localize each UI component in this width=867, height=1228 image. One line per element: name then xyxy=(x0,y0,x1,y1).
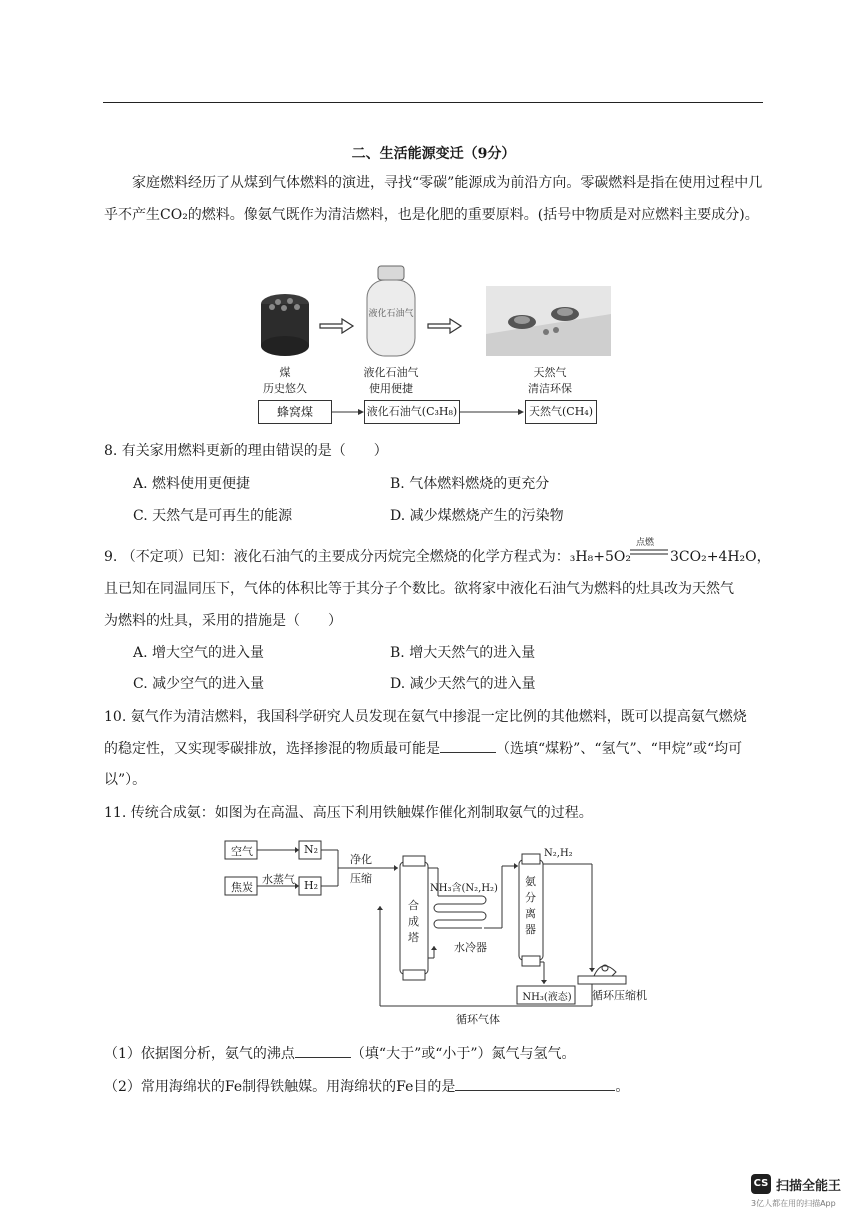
q9-option-c: C. 减少空气的进入量 xyxy=(133,676,265,692)
gas-caption: 天然气 清洁环保 xyxy=(528,366,572,395)
q8-option-d: D. 减少煤燃烧产生的污染物 xyxy=(390,508,564,524)
recycle-compressor-label: 循环压缩机 xyxy=(592,989,647,1002)
recycle-gas-label: 循环气体 xyxy=(456,1013,500,1026)
n2h2-top-label: N₂,H₂ xyxy=(544,848,573,859)
cooler-label: 水冷器 xyxy=(454,941,487,954)
box-lpg: 液化石油气(C₃H₈) xyxy=(364,400,460,424)
nh3-mix-label: NH₃含(N₂,H₂) xyxy=(430,883,498,894)
box-natural-gas: 天然气(CH₄) xyxy=(525,400,597,424)
air-label: 空气 xyxy=(231,845,253,858)
q9-option-b: B. 增大天然气的进入量 xyxy=(390,645,536,661)
q11-sub2: （2）常用海绵状的Fe制得铁触媒。用海绵状的Fe目的是 。 xyxy=(104,1079,630,1095)
q10-line1: 10. 氨气作为清洁燃料，我国科学研究人员发现在氨气中掺混一定比例的其他燃料，既可以提高氨气燃烧 xyxy=(104,709,747,725)
tower-label: 合成塔 xyxy=(408,899,419,944)
q9-condition: 点燃 xyxy=(636,538,655,548)
h2-label: H₂ xyxy=(303,879,318,892)
q9-equals-sign xyxy=(630,548,668,556)
q10-line3: 以”）。 xyxy=(104,772,147,788)
scanner-tagline: 3亿人都在用的扫描App xyxy=(751,1199,836,1208)
q10-answer-blank[interactable] xyxy=(440,752,496,753)
q8-stem: 8. 有关家用燃料更新的理由错误的是（ ） xyxy=(104,443,388,459)
q9-line2: 且已知在同温同压下，气体的体积比等于其分子个数比。欲将家中液化石油气为燃料的灶具改为天然气 xyxy=(104,581,734,597)
scanner-name: 扫描全能王 xyxy=(776,1179,842,1194)
q8-option-b: B. 气体燃料燃烧的更充分 xyxy=(390,476,550,492)
coal-caption: 煤 历史悠久 xyxy=(263,366,307,395)
q9-products: 3CO₂+4H₂O， xyxy=(670,549,771,565)
header-rule xyxy=(103,102,763,103)
compress-label: 压缩 xyxy=(350,872,372,885)
q9-option-d: D. 减少天然气的进入量 xyxy=(390,676,536,692)
tank-label: 液化石油气 xyxy=(368,309,414,319)
separator-label: 氨分离器 xyxy=(525,875,536,936)
section-title: 二、生活能源变迁（9分） xyxy=(351,146,516,162)
q10-line2: 的稳定性，又实现零碳排放，选择掺混的物质最可能是 （选填“煤粉”、“氢气”、“甲烷”或“均可 xyxy=(104,741,743,757)
q11-sub1-blank[interactable] xyxy=(295,1057,351,1058)
lpg-caption: 液化石油气 使用便捷 xyxy=(363,366,419,395)
ammonia-process-figure xyxy=(222,836,658,1028)
q9-line3: 为燃料的灶具，采用的措施是（ ） xyxy=(104,613,342,629)
q8-option-a: A. 燃料使用更便捷 xyxy=(133,476,251,492)
q11-stem: 11. 传统合成氨：如图为在高温、高压下利用铁触媒作催化剂制取氨气的过程。 xyxy=(104,805,593,821)
q9-option-a: A. 增大空气的进入量 xyxy=(133,645,265,661)
q8-option-c: C. 天然气是可再生的能源 xyxy=(133,508,293,524)
steam-label: 水蒸气 xyxy=(262,873,295,886)
q11-sub2-blank[interactable] xyxy=(455,1090,615,1091)
fuel-evolution-figure xyxy=(250,264,620,432)
q11-sub1: （1）依据图分析，氨气的沸点 （填“大于”或“小于”）氮气与氢气。 xyxy=(104,1046,576,1062)
cs-logo-icon: CS xyxy=(751,1174,771,1194)
coal-briquette-image xyxy=(261,294,309,356)
scanner-watermark xyxy=(751,1174,861,1218)
intro-paragraph: 家庭燃料经历了从煤到气体燃料的演进，寻找“零碳”能源成为前沿方向。零碳燃料是指在使用过程中几乎不产生CO₂的燃料。像氨气既作为清洁燃料，也是化肥的重要原料。(括号中物质是对应燃料主要成分)。 xyxy=(104,175,763,223)
lpg-cylinder-image xyxy=(367,266,415,356)
box-coal: 蜂窝煤 xyxy=(258,400,332,424)
n2-label: N₂ xyxy=(303,843,319,856)
q9-line1: 9. （不定项）已知：液化石油气的主要成分丙烷完全燃烧的化学方程式为：₃H₈+5O₂ xyxy=(104,549,631,565)
nh3-liquid-label: NH₃(液态) xyxy=(522,992,572,1003)
coke-label: 焦炭 xyxy=(231,881,253,894)
purify-label: 净化 xyxy=(350,853,372,866)
gas-stove-image xyxy=(486,286,611,356)
